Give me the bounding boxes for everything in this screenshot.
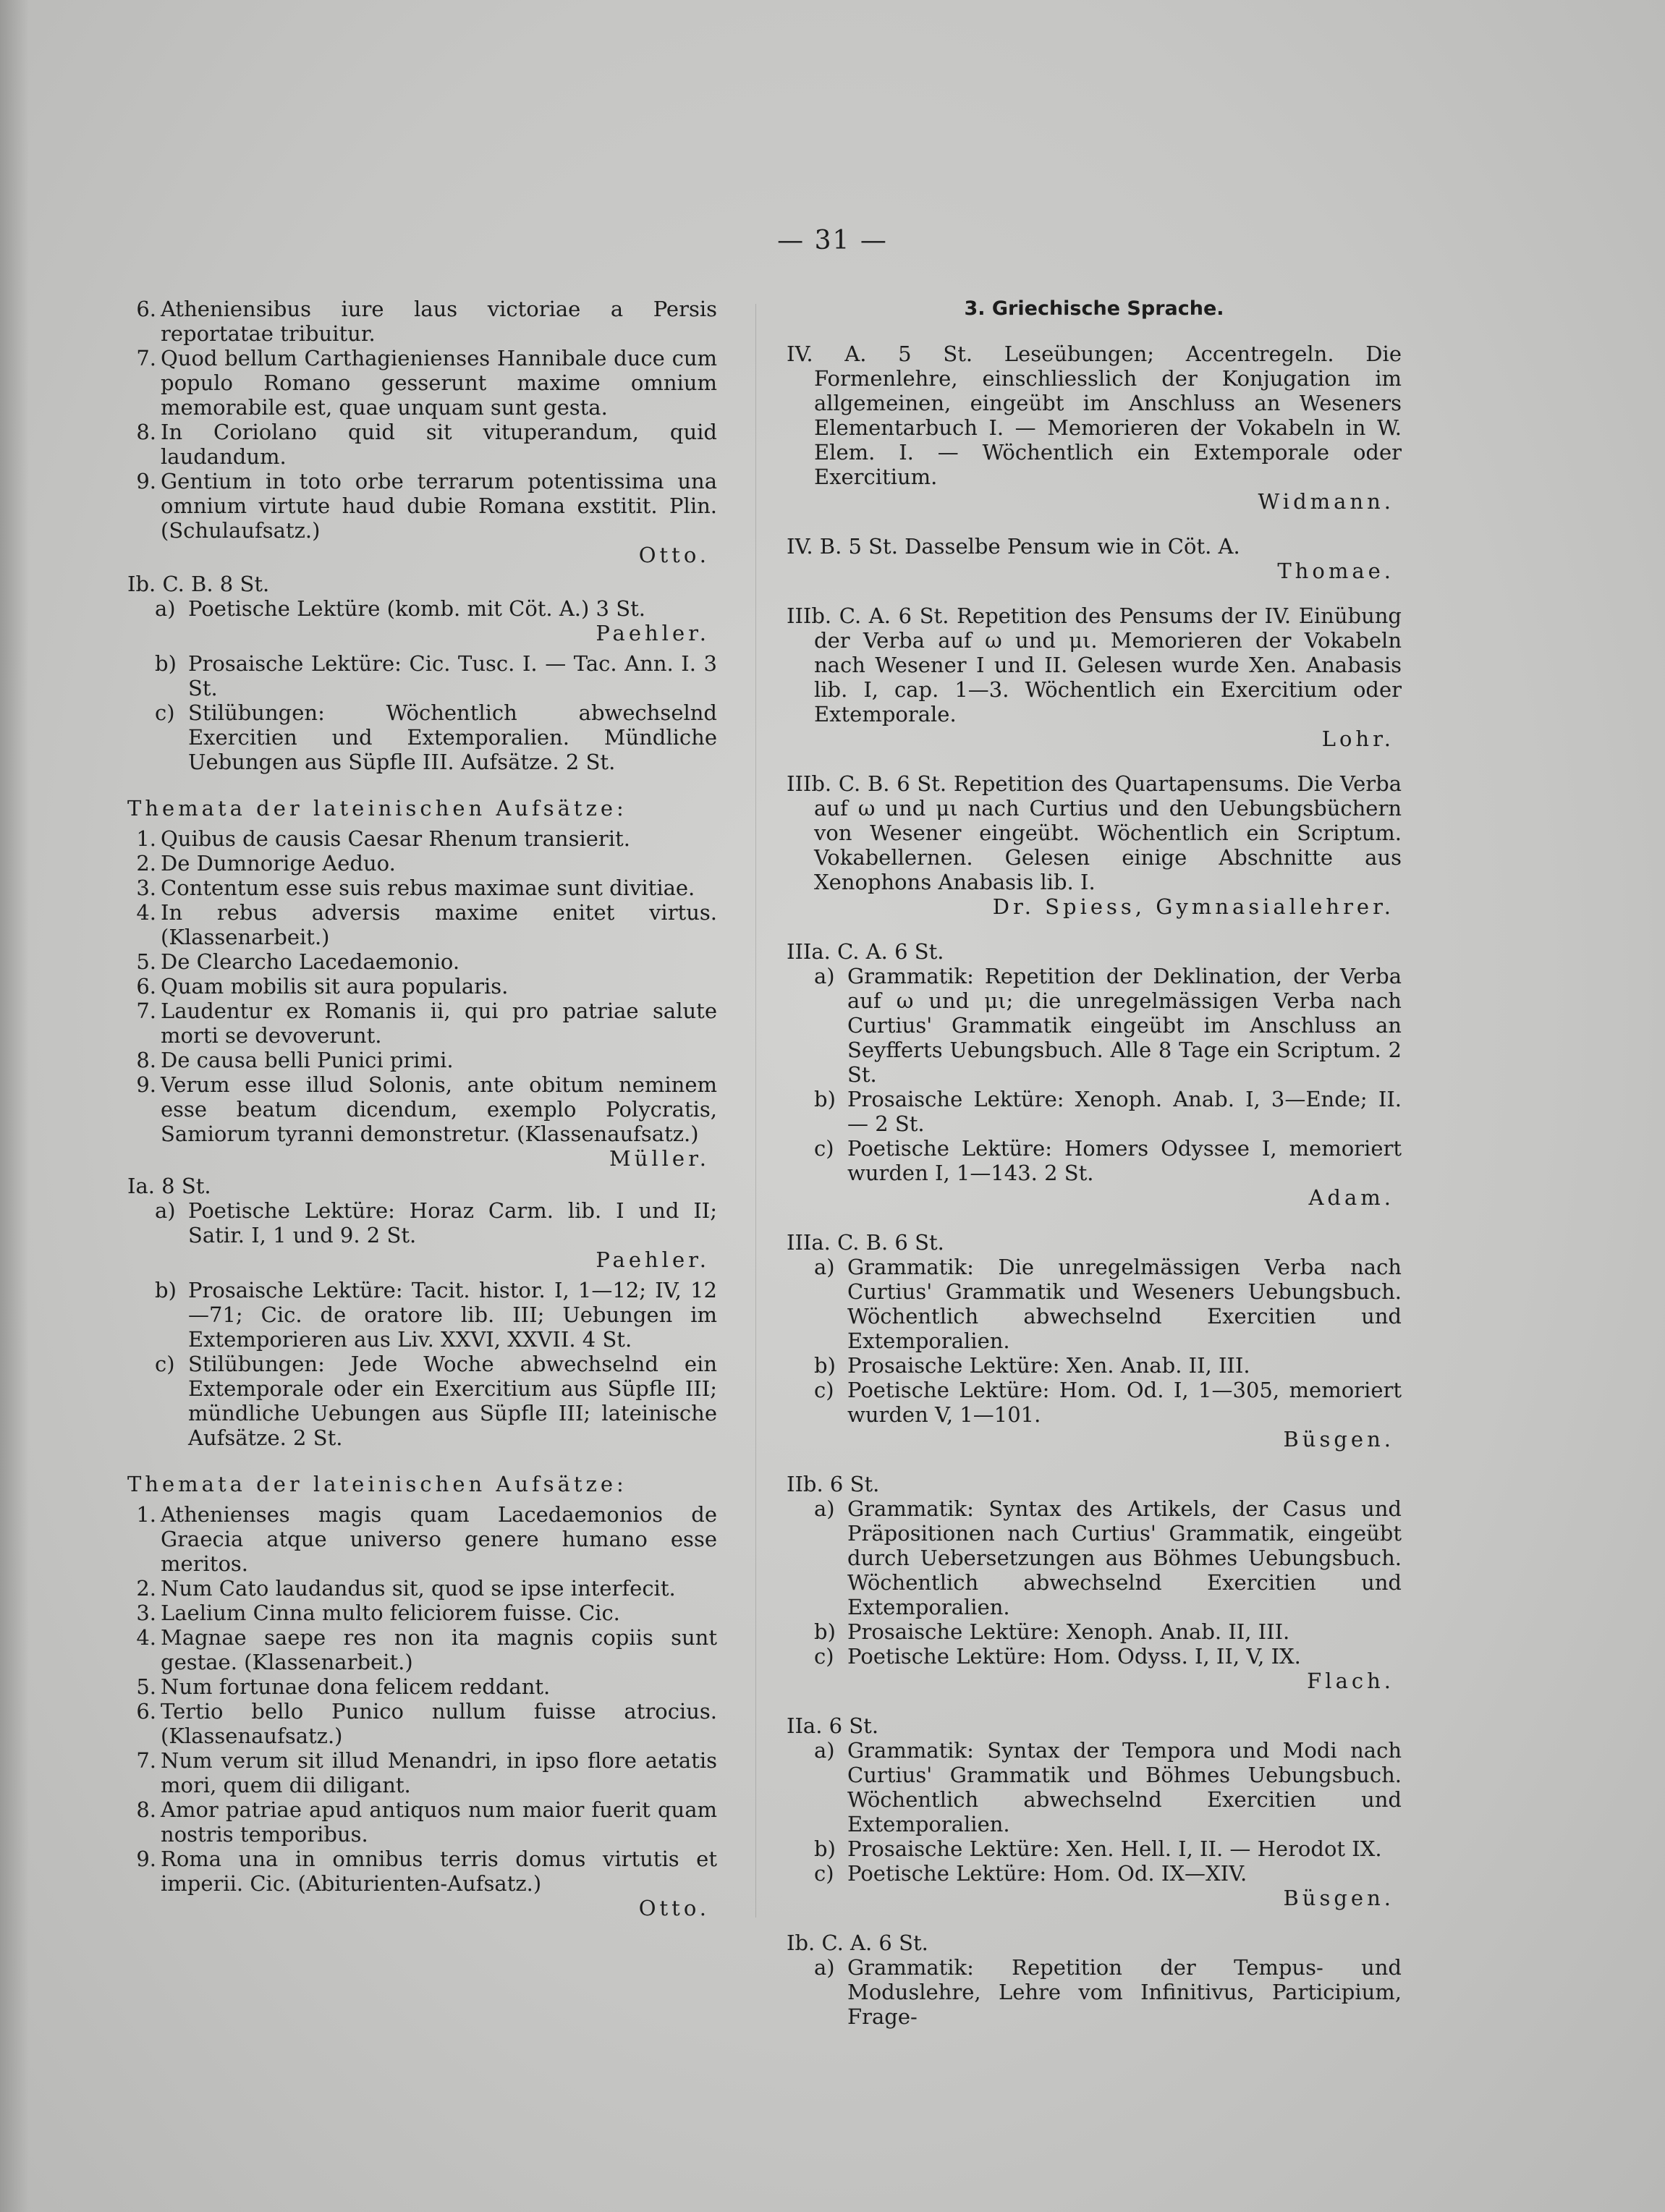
section-header: IIa. 6 St. [787,1713,879,1738]
sub-item: a) Grammatik: Repetition der Tempus- und Moduslehre, Lehre vom Infinitivus, Participium, Frage- [814,1955,1402,2029]
list-item: 8. De causa belli Punici primi. [136,1048,454,1072]
teacher-name: Otto. [638,543,710,567]
section-ib-cb [127,572,717,1171]
list-item: 8. Amor patriae apud antiquos num maior fuerit quam nostris temporibus. [136,1797,717,1847]
list-item: 7. Quod bellum Carthagienienses Hannibale duce cum populo Romano gesserunt maxime omnium memorabile est, quae unquam sunt gesta. [136,346,717,420]
list-item: 4. Magnae saepe res non ita magnis copiis sunt gestae. (Klassenarbeit.) [136,1625,717,1674]
column-divider [755,304,756,1918]
list-item: 7. Laudentur ex Romanis ii, qui pro patriae salute morti se devoverunt. [136,999,717,1048]
list-item: 5. Num fortunae dona felicem reddant. [136,1674,551,1699]
section-ib-ca [787,1931,1402,2029]
sub-item: a) Grammatik: Syntax des Artikels, der Casus und Präpositionen nach Curtius' Grammatik, eingeübt durch Uebersetzungen aus Böhmes Uebungsbuch. Wöchentlich abwechselnd Exercitien und Extemporalien. [814,1496,1402,1619]
sub-item: b) Prosaische Lektüre: Tacit. histor. I, 1—12; IV, 12—71; Cic. de oratore lib. III; Uebungen im Extemporieren aus Liv. XXVI, XXVII. 4 St. [155,1278,717,1352]
list-item: 6. Atheniensibus iure laus victoriae a Persis reportatae tribuitur. [136,297,717,346]
list-item: 2. De Dumnorige Aeduo. [136,851,396,876]
section-header: IIb. 6 St. [787,1472,880,1496]
page-edge-shadow [0,0,29,2212]
list-item: 9. Roma una in omnibus terris domus virtutis et imperii. Cic. (Abiturienten-Aufsatz.) [136,1847,717,1896]
section-header: Ia. 8 St. [127,1174,211,1198]
teacher-name: Adam. [1308,1185,1394,1210]
teacher-name: Büsgen. [1283,1886,1394,1910]
teacher-name: Otto. [638,1896,710,1920]
sub-item: a) Grammatik: Repetition der Deklination, der Verba auf ω und μι; die unregelmässigen Verba nach Curtius' Grammatik eingeübt im Anschluss an Seyfferts Uebungsbuch. Alle 8 Tage ein Scriptum. 2 St. [814,964,1402,1087]
teacher-name: Dr. Spiess, Gymnasiallehrer. [992,894,1394,919]
section-iib [787,1472,1402,1693]
list-item: 9. Gentium in toto orbe terrarum potentissima una omnium virtute haud dubie Romana exstitit. Plin. (Schulaufsatz.) [136,469,717,543]
teacher-name: Büsgen. [1283,1427,1394,1452]
list-item: 1. Quibus de causis Caesar Rhenum transierit. [136,826,630,851]
section-ia [127,1174,717,1920]
section-heading: 3. Griechische Sprache. [964,297,1224,320]
sub-item: b) Prosaische Lektüre: Cic. Tusc. I. — Tac. Ann. I. 3 St. [155,651,717,700]
themata-title: Themata der lateinischen Aufsätze: [127,1472,627,1496]
section-iiia-ca [787,939,1402,1210]
sub-item: b) Prosaische Lektüre: Xenoph. Anab. II, III. [814,1619,1290,1644]
sub-item: c) Poetische Lektüre: Hom. Od. IX—XIV. [814,1861,1247,1886]
teacher-name: Flach. [1307,1669,1394,1693]
sub-item: b) Prosaische Lektüre: Xenoph. Anab. I, 3—Ende; II. — 2 St. [814,1087,1402,1136]
sub-item: b) Prosaische Lektüre: Xen. Anab. II, III. [814,1353,1250,1378]
course-entry: IV. A. 5 St. Leseübungen; Accentregeln. Die Formenlehre, einschliesslich der Konjugation im allgemeinen, eingeübt im Anschluss an Weseners Elementarbuch I. — Memorieren der Vokabeln in W. Elem. I. — Wöchentlich ein Extemporale oder Exercitium. [787,342,1402,489]
list-item: 6. Tertio bello Punico nullum fuisse atrocius. (Klassenaufsatz.) [136,1699,717,1748]
sub-item: b) Prosaische Lektüre: Xen. Hell. I, II. — Herodot IX. [814,1836,1382,1861]
list-item: 3. Laelium Cinna multo feliciorem fuisse. Cic. [136,1601,620,1625]
list-item: 8. In Coriolano quid sit vituperandum, quid laudandum. [136,420,717,469]
teacher-name: Thomae. [1277,559,1394,583]
teacher-name: Müller. [609,1146,710,1171]
sub-item: c) Poetische Lektüre: Hom. Od. I, 1—305, memoriert wurden V, 1—101. [814,1378,1402,1427]
sub-item: a) Poetische Lektüre: Horaz Carm. lib. I und II; Satir. I, 1 und 9. 2 St. [155,1198,717,1247]
themata-title: Themata der lateinischen Aufsätze: [127,796,627,821]
sub-item: c) Poetische Lektüre: Hom. Odyss. I, II, V, IX. [814,1644,1301,1669]
list-item: 3. Contentum esse suis rebus maximae sunt divitiae. [136,876,695,900]
section-header: Ib. C. B. 8 St. [127,572,270,596]
sub-item: c) Poetische Lektüre: Homers Odyssee I, memoriert wurden I, 1—143. 2 St. [814,1136,1402,1185]
teacher-name: Paehler. [596,1247,710,1272]
section-header: Ib. C. A. 6 St. [787,1931,928,1955]
list-item: 6. Quam mobilis sit aura popularis. [136,974,509,999]
course-entry: IIIb. C. B. 6 St. Repetition des Quartapensums. Die Verba auf ω und μι nach Curtius und den Uebungsbüchern von Wesener eingeübt. Wöchentlich ein Scriptum. Vokabellernen. Gelesen einige Abschnitte aus Xenophons Anabasis lib. I. [787,771,1402,894]
list-item: 9. Verum esse illud Solonis, ante obitum neminem esse beatum dicendum, exemplo Polycratis, Samiorum tyranni demonstretur. (Klassenaufsatz.) [136,1072,717,1146]
list-item: 1. Athenienses magis quam Lacedaemonios de Graecia atque universo genere humano esse meritos. [136,1502,717,1576]
page-number: — 31 — [777,226,888,255]
teacher-name: Widmann. [1258,489,1394,514]
sub-item: a) Grammatik: Syntax der Tempora und Modi nach Curtius' Grammatik und Böhmes Uebungsbuch. Wöchentlich abwechselnd Exercitien und Extemporalien. [814,1738,1402,1836]
list-item: 2. Num Cato laudandus sit, quod se ipse interfecit. [136,1576,676,1601]
sub-item: a) Grammatik: Die unregelmässigen Verba nach Curtius' Grammatik und Weseners Uebungsbuch. Wöchentlich abwechselnd Exercitien und Extemporalien. [814,1255,1402,1353]
section-header: IIIa. C. B. 6 St. [787,1230,944,1255]
section-iia [787,1713,1402,1910]
section-iiia-cb [787,1230,1402,1452]
sub-item: c) Stilübungen: Wöchentlich abwechselnd Exercitien und Extemporalien. Mündliche Uebungen aus Süpfle III. Aufsätze. 2 St. [155,700,717,774]
teacher-name: Lohr. [1321,726,1394,751]
course-entry: IIIb. C. A. 6 St. Repetition des Pensums der IV. Einübung der Verba auf ω und μι. Memorieren der Vokabeln nach Wesener I und II. Gelesen wurde Xen. Anabasis lib. I, cap. 1—3. Wöchentlich ein Exercitium oder Extemporale. [787,603,1402,726]
teacher-name: Paehler. [596,621,710,645]
sub-item: a) Poetische Lektüre (komb. mit Cöt. A.) 3 St. [155,596,645,621]
right-column [787,297,1402,2029]
list-item: 7. Num verum sit illud Menandri, in ipso flore aetatis mori, quem dii diligant. [136,1748,717,1797]
section-header: IIIa. C. A. 6 St. [787,939,944,964]
list-item: 4. In rebus adversis maxime enitet virtus. (Klassenarbeit.) [136,900,717,949]
course-entry: IV. B. 5 St. Dasselbe Pensum wie in Cöt. A. [787,534,1240,559]
list-item: 5. De Clearcho Lacedaemonio. [136,949,460,974]
left-column [127,297,717,1920]
sub-item: c) Stilübungen: Jede Woche abwechselnd ein Extemporale oder ein Exercitium aus Süpfle III; mündliche Uebungen aus Süpfle III; lateinische Aufsätze. 2 St. [155,1352,717,1450]
